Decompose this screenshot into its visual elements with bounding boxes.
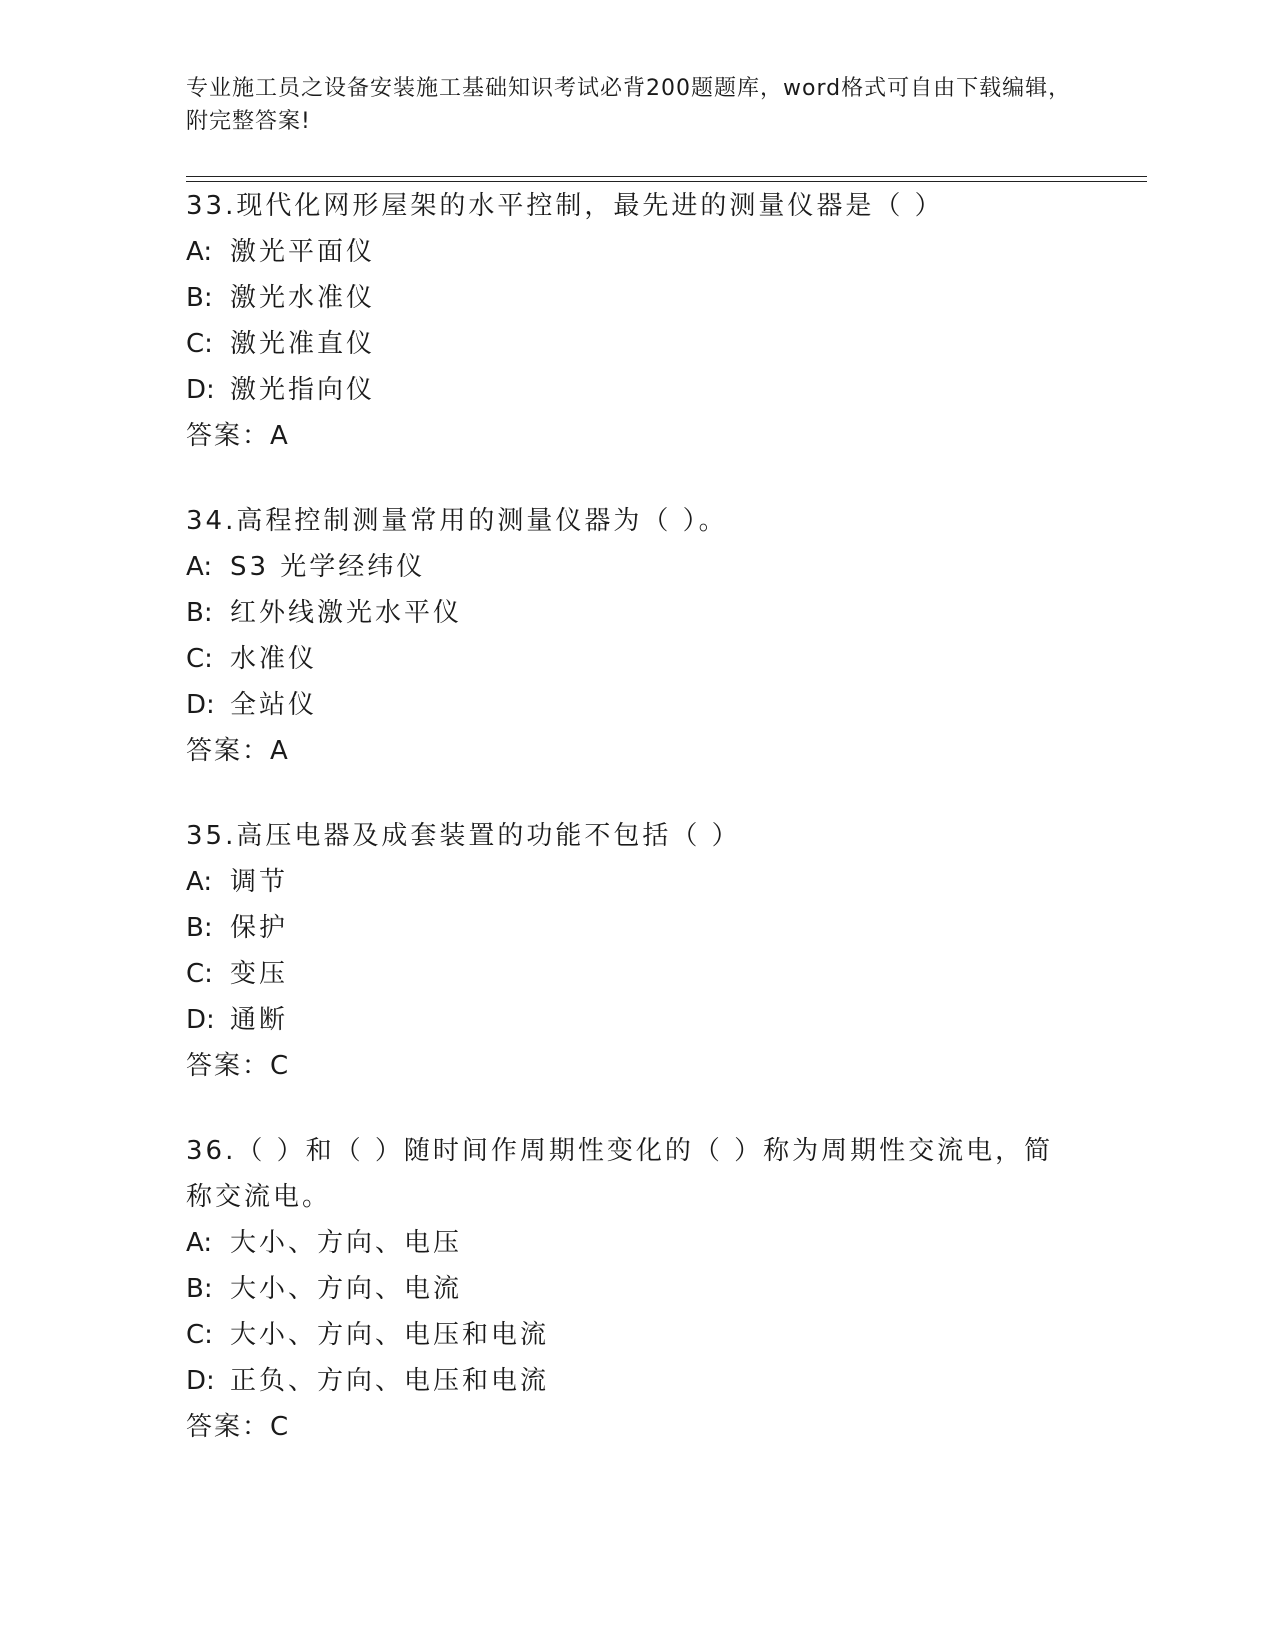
header-divider-top bbox=[186, 176, 1147, 177]
option-key: A: bbox=[186, 552, 213, 582]
option-key: D: bbox=[186, 1005, 215, 1035]
option-text: 激光指向仪 bbox=[230, 375, 376, 405]
option-d bbox=[186, 367, 1066, 413]
answer-line bbox=[186, 728, 1066, 774]
option-key: B: bbox=[186, 913, 213, 943]
answer-value: C bbox=[270, 1051, 292, 1081]
option-text: S3 光学经纬仪 bbox=[230, 552, 426, 582]
option-key: B: bbox=[186, 1274, 213, 1304]
question-35 bbox=[186, 813, 1066, 1089]
option-d bbox=[186, 997, 1066, 1043]
answer-label: 答案： bbox=[186, 421, 271, 451]
option-key: A: bbox=[186, 237, 213, 267]
option-text: 水准仪 bbox=[230, 644, 318, 674]
answer-label: 答案： bbox=[186, 736, 271, 766]
option-text: 激光水准仪 bbox=[230, 283, 376, 313]
option-text: 大小、方向、电压和电流 bbox=[230, 1320, 550, 1350]
option-text: 变压 bbox=[230, 959, 289, 989]
option-b bbox=[186, 275, 1066, 321]
option-key: C: bbox=[186, 329, 213, 359]
option-c bbox=[186, 1312, 1066, 1358]
option-b bbox=[186, 905, 1066, 951]
option-c bbox=[186, 636, 1066, 682]
document-header: 专业施工员之设备安装施工基础知识考试必背200题题库，word格式可自由下载编辑，附完整答案! bbox=[186, 76, 1072, 134]
answer-line bbox=[186, 1043, 1066, 1089]
question-stem: 34.高程控制测量常用的测量仪器为（ ）。 bbox=[186, 506, 728, 536]
option-key: D: bbox=[186, 1366, 215, 1396]
option-b bbox=[186, 1266, 1066, 1312]
option-a bbox=[186, 544, 1066, 590]
option-a bbox=[186, 1220, 1066, 1266]
option-text: 大小、方向、电压 bbox=[230, 1228, 463, 1258]
answer-value: C bbox=[270, 1412, 292, 1442]
option-key: C: bbox=[186, 959, 213, 989]
question-33 bbox=[186, 183, 1066, 459]
option-key: B: bbox=[186, 598, 213, 628]
option-text: 激光准直仪 bbox=[230, 329, 376, 359]
option-a bbox=[186, 859, 1066, 905]
option-text: 全站仪 bbox=[230, 690, 318, 720]
option-a bbox=[186, 229, 1066, 275]
option-key: A: bbox=[186, 1228, 213, 1258]
option-b bbox=[186, 590, 1066, 636]
question-36 bbox=[186, 1128, 1066, 1450]
option-text: 调节 bbox=[230, 867, 289, 897]
option-text: 激光平面仪 bbox=[230, 237, 376, 267]
answer-label: 答案： bbox=[186, 1051, 271, 1081]
option-key: B: bbox=[186, 283, 213, 313]
answer-label: 答案： bbox=[186, 1412, 271, 1442]
answer-value: A bbox=[270, 421, 291, 451]
option-text: 保护 bbox=[230, 913, 289, 943]
option-c bbox=[186, 321, 1066, 367]
question-stem: 36.（ ）和（ ）随时间作周期性变化的（ ）称为周期性交流电，简称交流电。 bbox=[186, 1136, 1054, 1212]
answer-line bbox=[186, 1404, 1066, 1450]
option-key: D: bbox=[186, 690, 215, 720]
option-text: 正负、方向、电压和电流 bbox=[230, 1366, 550, 1396]
option-key: C: bbox=[186, 644, 213, 674]
option-text: 大小、方向、电流 bbox=[230, 1274, 463, 1304]
answer-value: A bbox=[270, 736, 291, 766]
question-stem: 33.现代化网形屋架的水平控制，最先进的测量仪器是（ ） bbox=[186, 191, 944, 221]
option-c bbox=[186, 951, 1066, 997]
option-text: 红外线激光水平仪 bbox=[230, 598, 463, 628]
answer-line bbox=[186, 413, 1066, 459]
question-stem: 35.高压电器及成套装置的功能不包括（ ） bbox=[186, 821, 741, 851]
question-34 bbox=[186, 498, 1066, 774]
option-d bbox=[186, 682, 1066, 728]
option-d bbox=[186, 1358, 1066, 1404]
option-key: A: bbox=[186, 867, 213, 897]
header-divider-bottom bbox=[186, 181, 1147, 182]
option-key: C: bbox=[186, 1320, 213, 1350]
option-key: D: bbox=[186, 375, 215, 405]
option-text: 通断 bbox=[230, 1005, 289, 1035]
